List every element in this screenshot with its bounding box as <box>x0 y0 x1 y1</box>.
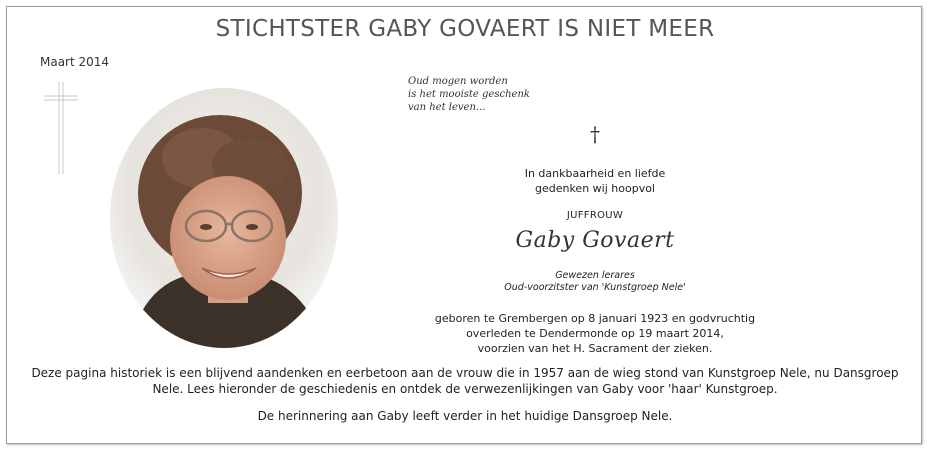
cross-icon: † <box>590 122 600 146</box>
date-label: Maart 2014 <box>40 55 110 69</box>
role-line: Oud-voorzitster van 'Kunstgroep Nele' <box>504 282 686 293</box>
role-line: Gewezen lerares <box>555 270 635 281</box>
thanks-text <box>430 166 760 196</box>
thanks-line: In dankbaarheid en liefde <box>524 167 666 180</box>
roles <box>430 270 760 294</box>
page-title: STICHTSTER GABY GOVAERT IS NIET MEER <box>215 16 715 42</box>
cross-icon <box>44 82 78 174</box>
history-paragraph: Deze pagina historiek is een blijvend aandenken en eerbetoon aan de vrouw die in 1957 aan de wieg stond van Kunstgroep Nele, nu Dansgroep Nele. Lees hieronder de geschiedenis en ontdek de verwezenlijkingen van Gaby voor 'haar' Kunstgroep. <box>31 366 899 396</box>
life-details <box>430 311 760 356</box>
life-line: overleden te Dendermonde op 19 maart 2014, <box>466 327 724 340</box>
poem <box>408 75 530 114</box>
portrait-photo <box>110 88 338 348</box>
deceased-name: Gaby Govaert <box>515 228 675 253</box>
thanks-line: gedenken wij hoopvol <box>534 182 655 195</box>
life-line: voorzien van het H. Sacrament der zieken. <box>477 342 713 355</box>
poem-line: van het leven... <box>408 102 486 113</box>
poem-line: is het mooiste geschenk <box>408 89 530 100</box>
life-line: geboren te Grembergen op 8 januari 1923 en godvruchtig <box>434 312 756 325</box>
salutation: JUFFROUW <box>566 210 624 221</box>
poem-line: Oud mogen worden <box>408 76 508 87</box>
memory-paragraph: De herinnering aan Gaby leeft verder in het huidige Dansgroep Nele. <box>257 409 673 423</box>
